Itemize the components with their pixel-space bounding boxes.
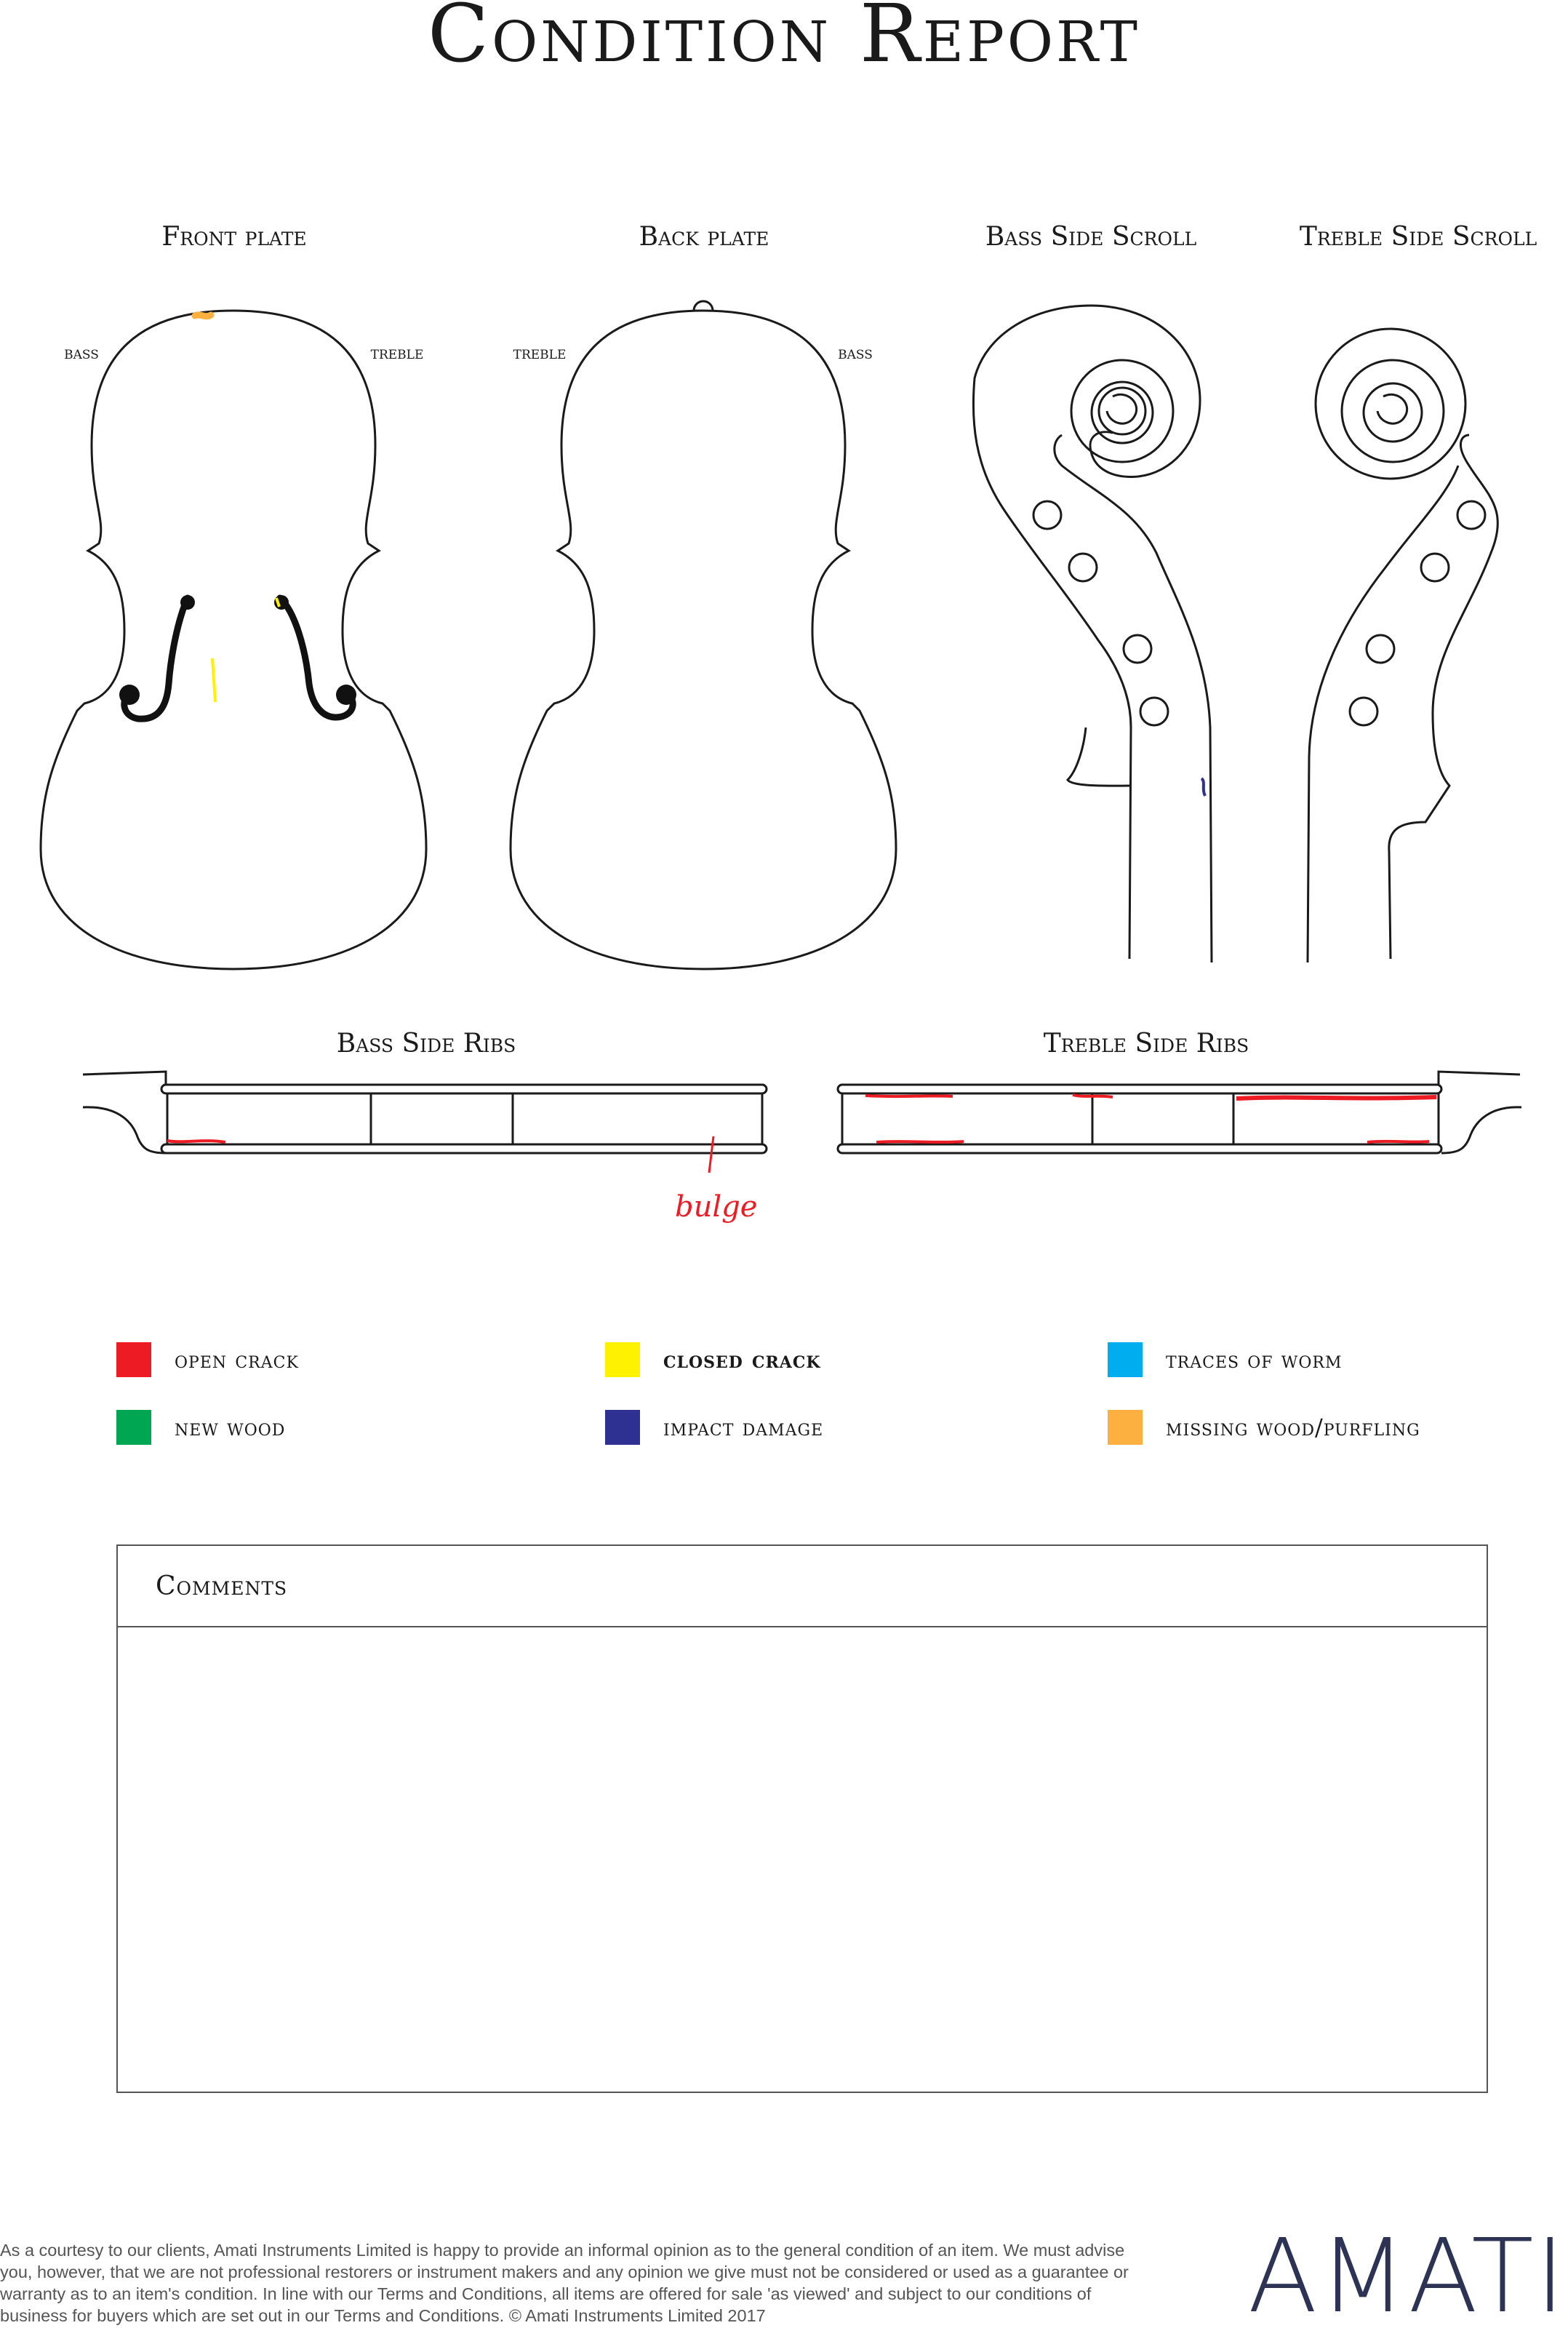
bass-scroll-diagram bbox=[973, 222, 1212, 962]
open-crack-mark bbox=[876, 1141, 964, 1142]
treble-ribs-diagram bbox=[838, 1029, 1521, 1153]
traces-of-worm-swatch bbox=[1108, 1342, 1143, 1377]
legend-label: traces of worm bbox=[1166, 1346, 1343, 1374]
legend-label: impact damage bbox=[663, 1414, 824, 1441]
legend-missing-wood-purfling bbox=[1108, 1409, 1420, 1446]
back-plate-outline bbox=[511, 311, 896, 969]
legend-impact-damage bbox=[605, 1409, 823, 1446]
legend-label: closed crack bbox=[663, 1346, 821, 1374]
back-plate-left-side-label: treble bbox=[513, 343, 567, 363]
legend-traces-of-worm bbox=[1108, 1342, 1342, 1378]
back-plate-right-side-label: bass bbox=[838, 343, 873, 363]
open-crack-swatch bbox=[116, 1342, 151, 1377]
legend-label: missing wood/purfling bbox=[1166, 1414, 1420, 1441]
bulge-annotation: bulge bbox=[675, 1190, 758, 1224]
front-plate-diagram bbox=[41, 222, 426, 969]
front-plate-title: Front plate bbox=[161, 222, 307, 252]
front-plate-outline bbox=[41, 311, 426, 969]
open-crack-mark bbox=[167, 1141, 225, 1142]
treble-ribs-title: Treble Side Ribs bbox=[1043, 1029, 1249, 1059]
treble-scroll-title: Treble Side Scroll bbox=[1299, 222, 1537, 252]
open-crack-mark bbox=[1367, 1141, 1429, 1142]
closed-crack-mark bbox=[212, 658, 215, 702]
impact-damage-mark bbox=[1201, 778, 1205, 796]
legend-new-wood bbox=[116, 1409, 285, 1446]
amati-logo: AMATI bbox=[1247, 2217, 1567, 2336]
bass-ribs-title: Bass Side Ribs bbox=[336, 1029, 516, 1059]
page-title: Condition Report bbox=[427, 0, 1140, 80]
treble-scroll-diagram bbox=[1300, 222, 1537, 962]
comments-box bbox=[116, 1544, 1488, 2093]
legend-label: new wood bbox=[175, 1414, 286, 1441]
impact-damage-swatch bbox=[605, 1410, 640, 1445]
closed-crack-swatch bbox=[605, 1342, 640, 1377]
back-plate-title: Back plate bbox=[639, 222, 769, 252]
legend-label: open crack bbox=[175, 1346, 299, 1374]
comments-textarea[interactable] bbox=[118, 1627, 1489, 2096]
comments-header bbox=[118, 1546, 1487, 1627]
bulge-mark bbox=[709, 1136, 713, 1173]
open-crack-mark bbox=[1236, 1097, 1436, 1099]
missing-wood-swatch bbox=[1108, 1410, 1143, 1445]
front-plate-right-side-label: treble bbox=[370, 343, 424, 363]
bass-ribs-diagram bbox=[83, 1029, 767, 1224]
missing-wood-mark bbox=[195, 315, 211, 316]
f-hole-bass bbox=[119, 595, 195, 719]
back-plate-diagram bbox=[511, 222, 896, 969]
new-wood-swatch bbox=[116, 1410, 151, 1445]
disclaimer-text: As a courtesy to our clients, Amati Instruments Limited is happy to provide an informal opinion as to the general condition of an item. We must advise you, however, that we are not professional restorers or instrument makers and any opinion we give must not be considered or used as a guarantee or warranty as to an item's condition. In line with our Terms and Conditions, all items are offered for sale 'as viewed' and subject to our conditions of business for buyers which are set out in our Terms and Conditions. © Amati Instruments Limited 2017 bbox=[0, 2241, 1129, 2325]
front-plate-left-side-label: bass bbox=[64, 343, 99, 363]
comments-title: Comments bbox=[156, 1571, 288, 1601]
open-crack-mark bbox=[1073, 1095, 1113, 1097]
bass-scroll-title: Bass Side Scroll bbox=[985, 222, 1197, 252]
legend-closed-crack bbox=[605, 1342, 821, 1378]
legend-open-crack bbox=[116, 1342, 299, 1378]
